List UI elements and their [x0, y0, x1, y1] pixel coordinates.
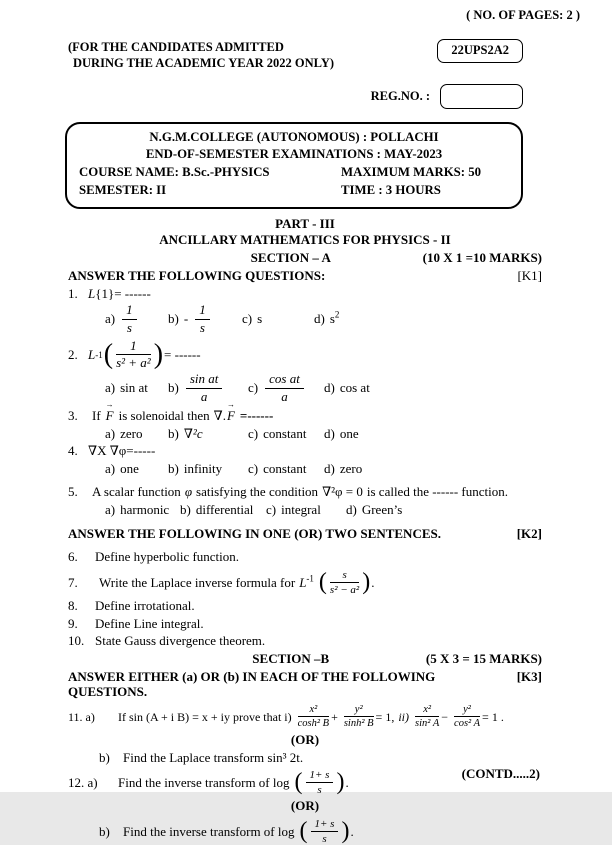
- q1-option-a-fraction: $\frac{1}{s}$: [122, 303, 137, 335]
- exam-header-box: [65, 122, 523, 209]
- q1-operator: L: [88, 285, 96, 301]
- q12b-text: Find the inverse transform of log: [123, 823, 295, 839]
- q11a-equals-2: = 1 .: [482, 709, 504, 724]
- q4-option-d: d) zero: [324, 460, 363, 476]
- section-b-header: [68, 651, 542, 668]
- q4-option-a: a) one: [105, 460, 139, 476]
- question-6: [68, 549, 542, 565]
- question-1: [68, 286, 542, 302]
- q12a-text: Find the inverse transform of log: [118, 774, 290, 790]
- question-11a-number: 11. a): [68, 709, 95, 724]
- q2-option-c-fraction: $\frac{\text{cos at}}{a}$: [265, 372, 304, 404]
- q7-text: Write the Laplace inverse formula for: [99, 574, 296, 590]
- reg-no-label: REG.NO. :: [370, 88, 430, 103]
- question-11a: [68, 704, 542, 730]
- question-9: [68, 616, 542, 632]
- q8-text: Define irrotational.: [95, 597, 195, 613]
- q11a-fraction-3: $\frac{\text{x²}}{\text{sin² A}}$: [415, 703, 440, 730]
- q1-option-c-label: c): [242, 311, 253, 327]
- q11a-minus: −: [441, 709, 449, 724]
- q1-option-b-fraction: $\frac{1}{s}$: [195, 303, 210, 335]
- question-7: [68, 569, 542, 596]
- continued-note: (CONTD.....2): [461, 766, 540, 782]
- q1-option-c: [242, 311, 314, 327]
- q12b-right-paren: ): [341, 817, 350, 844]
- q2-fraction: $\frac{1}{\text{s² + a²}}$: [116, 337, 151, 371]
- q7-right-paren: ): [362, 568, 371, 595]
- q11a-stem: If sin (A + i B) = x + iy prove that i): [118, 709, 292, 724]
- question-8: [68, 598, 542, 614]
- candidates-note-line1: (FOR THE CANDIDATES ADMITTED: [68, 40, 284, 54]
- q2-option-a: a) sin at: [105, 380, 148, 396]
- question-10: [68, 633, 542, 649]
- section-a-instruction: ANSWER THE FOLLOWING QUESTIONS:: [68, 268, 326, 284]
- section-a-marks: (10 X 1 =10 MARKS): [422, 250, 542, 266]
- q1-option-d: [314, 311, 339, 327]
- k2-instruction: ANSWER THE FOLLOWING IN ONE (OR) TWO SENTENCES.: [68, 525, 441, 541]
- q1-option-b: [168, 303, 242, 335]
- question-3-options: [68, 426, 542, 442]
- section-a-title: SECTION – A: [250, 250, 331, 266]
- q3-option-b: b) ∇²c: [168, 425, 203, 441]
- q2-left-paren: (: [103, 339, 114, 371]
- vector-arrow-icon: →: [226, 400, 234, 409]
- q12a-right-paren: ): [336, 768, 345, 795]
- question-10-number: 10.: [68, 633, 85, 649]
- question-1-number: 1.: [68, 285, 78, 301]
- q1-option-d-label: d): [314, 311, 325, 327]
- q7-period: .: [371, 574, 375, 590]
- q3-vector-F2: → F: [226, 400, 235, 423]
- question-4-number: 4.: [68, 443, 78, 459]
- q1-option-c-text: s: [257, 311, 263, 327]
- question-5: [68, 484, 542, 500]
- reg-no-box: [440, 84, 523, 109]
- q12a-fraction: $\frac{1+ s}{s}$: [306, 769, 334, 796]
- q6-text: Define hyperbolic function.: [95, 549, 240, 565]
- question-12a-number: 12. a): [68, 774, 98, 790]
- q12a-left-paren: (: [294, 768, 303, 795]
- question-7-number: 7.: [68, 574, 78, 590]
- q4-option-c: c) constant: [248, 460, 307, 476]
- question-6-number: 6.: [68, 549, 78, 565]
- q11a-plus: +: [331, 709, 338, 724]
- question-2-options: [68, 372, 542, 404]
- question-5-options: [68, 502, 542, 518]
- q2-option-c: c) $\frac{\text{cos at}}{a}$: [248, 372, 324, 404]
- q2-option-d: d) cos at: [324, 380, 370, 396]
- q2-operator: L: [88, 346, 96, 362]
- q12a-period: .: [345, 774, 349, 790]
- q3-vector-F: → F: [105, 400, 114, 423]
- question-4-options: [68, 461, 542, 477]
- admission-note-row: [68, 39, 542, 72]
- q5-pre: A scalar function: [92, 484, 181, 500]
- part-title: PART - III: [275, 215, 335, 231]
- k1-level-badge: [K1]: [517, 268, 542, 284]
- q3-option-a: a) zero: [105, 425, 143, 441]
- question-11b: [68, 750, 542, 766]
- q3-blank: =------: [239, 408, 274, 423]
- q2-right-paren: ): [153, 339, 164, 371]
- question-12b-label: b): [99, 823, 110, 839]
- q5-post: is called the ------ function.: [366, 484, 509, 500]
- question-8-number: 8.: [68, 597, 78, 613]
- q4-stem: ∇X ∇φ=-----: [88, 443, 156, 459]
- q5-option-b: b) differential: [180, 501, 254, 517]
- candidates-note-line2: DURING THE ACADEMIC YEAR 2022 ONLY): [73, 56, 335, 71]
- q12b-fraction: $\frac{1+ s}{s}$: [311, 818, 339, 845]
- q2-option-b-fraction: $\frac{\text{sin at}}{a}$: [186, 372, 223, 404]
- semester: SEMESTER: II: [79, 182, 167, 197]
- q5-option-a: a) harmonic: [105, 501, 170, 517]
- q11a-fraction-2: $\frac{\text{y²}}{\text{sinh² B}}$: [343, 703, 374, 730]
- q5-option-d: d) Green’s: [346, 501, 403, 517]
- vector-arrow-icon: →: [105, 400, 113, 409]
- exam-time: TIME : 3 HOURS: [341, 182, 441, 197]
- q2-option-b: b) $\frac{\text{sin at}}{a}$: [168, 372, 248, 404]
- exam-title: END-OF-SEMESTER EXAMINATIONS : MAY-2023: [145, 146, 443, 161]
- q11a-fraction-1: $\frac{\text{x²}}{\text{cosh² B}}$: [297, 703, 330, 730]
- reg-no-row: [68, 84, 523, 109]
- q7-fraction: $\frac{s}{\text{s² − a²}}$: [329, 568, 360, 596]
- course-name: COURSE NAME: B.Sc.-PHYSICS: [79, 165, 270, 180]
- question-3: [68, 400, 542, 424]
- q3-mid: is solenoidal then: [118, 408, 210, 423]
- q3-pre: If: [92, 408, 101, 423]
- q11-or-separator: (OR): [290, 732, 320, 747]
- q10-text: State Gauss divergence theorem.: [95, 633, 266, 649]
- q1-stem: {1}= ------: [95, 285, 151, 301]
- q11a-part-ii: ii): [398, 709, 409, 724]
- question-2: 2. L -1 ( $\frac{1}{\text{s² + a²}}$ ) = ------: [68, 337, 201, 371]
- q4-option-b: b) infinity: [168, 460, 223, 476]
- q1-option-a-label: a): [105, 311, 116, 327]
- candidates-note: [68, 39, 334, 72]
- q11a-equals-1: = 1,: [375, 709, 395, 724]
- no-of-pages: ( NO. OF PAGES: 2 ): [466, 8, 580, 22]
- course-code-box: 22UPS2A2: [437, 39, 523, 63]
- question-4: [68, 443, 542, 459]
- subject-title: ANCILLARY MATHEMATICS FOR PHYSICS - II: [159, 232, 451, 248]
- q5-option-c: c) integral: [266, 501, 321, 517]
- section-a-instruction-row: [68, 268, 542, 284]
- q11b-text: Find the Laplace transform sin³ 2t.: [123, 749, 304, 765]
- section-a-header: [68, 250, 542, 267]
- q2-stem-tail: = ------: [164, 346, 201, 362]
- q1-option-d-text: $s^2$: [329, 309, 340, 327]
- k3-level-badge: [K3]: [516, 668, 542, 684]
- k3-instruction-row: [68, 669, 542, 700]
- section-b-title: SECTION –B: [252, 650, 330, 666]
- q3-option-d: d) one: [324, 425, 359, 441]
- max-marks: MAXIMUM MARKS: 50: [341, 165, 482, 180]
- question-1-options: [68, 303, 542, 335]
- question-3-number: 3.: [68, 408, 78, 423]
- q3-option-c: c) constant: [248, 425, 307, 441]
- question-11b-label: b): [99, 749, 110, 765]
- q5-condition: ∇²φ = 0: [322, 484, 363, 500]
- question-2-number: 2.: [68, 346, 78, 362]
- q12b-period: .: [350, 823, 354, 839]
- section-b-marks: (5 X 3 = 15 MARKS): [425, 650, 542, 666]
- question-9-number: 9.: [68, 615, 78, 631]
- q7-left-paren: (: [318, 568, 327, 595]
- q3-divergence: ∇. → F: [213, 400, 235, 423]
- q7-operator-group: $L^{-1}$: [299, 573, 314, 590]
- q11a-fraction-4: $\frac{\text{y²}}{\text{cos² A}}$: [454, 703, 481, 730]
- college-name: N.G.M.COLLEGE (AUTONOMOUS) : POLLACHI: [149, 129, 439, 144]
- q5-phi: φ: [184, 484, 193, 500]
- q9-text: Define Line integral.: [95, 615, 204, 631]
- question-5-number: 5.: [68, 484, 78, 500]
- q12b-left-paren: (: [299, 817, 308, 844]
- q1-option-a: [105, 303, 168, 335]
- q1-option-b-label: b): [168, 311, 179, 327]
- question-12b: [68, 818, 542, 845]
- k2-level-badge: [K2]: [516, 525, 542, 541]
- k2-instruction-row: [68, 526, 542, 542]
- q12-or-separator: (OR): [290, 798, 320, 814]
- k3-instruction: ANSWER EITHER (a) OR (b) IN EACH OF THE FOLLOWING QUESTIONS.: [68, 668, 436, 700]
- q5-mid: satisfying the condition: [196, 484, 319, 500]
- q1-option-b-minus: -: [183, 311, 189, 327]
